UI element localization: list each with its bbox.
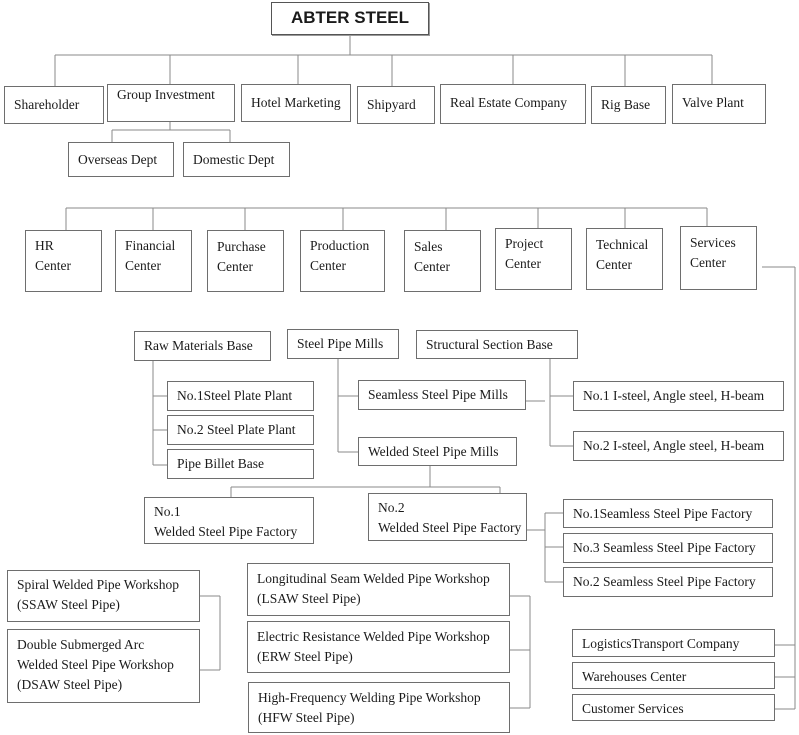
center-purchase-line1: Purchase	[217, 239, 266, 254]
center-technical	[586, 228, 663, 290]
center-technical-line1: Technical	[596, 237, 649, 252]
center-project	[495, 228, 572, 290]
center-financial	[115, 230, 192, 292]
seamless-factory-2	[563, 567, 773, 597]
raw-materials-base	[134, 331, 271, 361]
center-services	[680, 226, 757, 290]
structural-section-base-label: Structural Section Base	[426, 337, 553, 352]
seamless-factory-3	[563, 533, 773, 563]
center-sales-line1: Sales	[414, 239, 443, 254]
seamless-steel-pipe-mills-label: Seamless Steel Pipe Mills	[368, 387, 508, 402]
seamless-factory-3-label: No.3 Seamless Steel Pipe Factory	[573, 540, 756, 555]
domestic-dept	[183, 142, 290, 177]
subsidiary-shipyard	[357, 86, 435, 124]
center-hr-line2: Center	[35, 258, 71, 273]
center-financial-line2: Center	[125, 258, 161, 273]
subsidiary-hotel-marketing-label: Hotel Marketing	[251, 95, 341, 110]
overseas-dept	[68, 142, 174, 177]
subsidiary-shareholder	[4, 86, 104, 124]
ssaw-workshop-line2: (SSAW Steel Pipe)	[17, 597, 120, 612]
welded-steel-pipe-mills	[358, 437, 517, 466]
welded-factory-1-line1: No.1	[154, 504, 181, 519]
seamless-factory-2-label: No.2 Seamless Steel Pipe Factory	[573, 574, 756, 589]
structural-section-base	[416, 330, 578, 359]
welded-factory-2-line2: Welded Steel Pipe Factory	[378, 520, 522, 535]
i-steel-plant-1-label: No.1 I-steel, Angle steel, H-beam	[583, 388, 765, 403]
steel-plate-plant-1	[167, 381, 314, 411]
steel-pipe-mills-label: Steel Pipe Mills	[297, 336, 384, 351]
warehouses-center	[572, 662, 775, 689]
subsidiary-shareholder-label: Shareholder	[14, 97, 80, 112]
welded-factory-1-line2: Welded Steel Pipe Factory	[154, 524, 298, 539]
center-production	[300, 230, 385, 292]
company-title: ABTER STEEL	[271, 2, 429, 35]
lsaw-workshop	[247, 563, 510, 616]
welded-steel-pipe-factory-1	[144, 497, 314, 544]
center-production-line1: Production	[310, 238, 370, 253]
steel-plate-plant-1-label: No.1Steel Plate Plant	[177, 388, 293, 403]
center-purchase-line2: Center	[217, 259, 253, 274]
i-steel-plant-2-label: No.2 I-steel, Angle steel, H-beam	[583, 438, 765, 453]
pipe-billet-base-label: Pipe Billet Base	[177, 456, 264, 471]
subsidiary-valve-plant	[672, 84, 766, 124]
seamless-factory-1-label: No.1Seamless Steel Pipe Factory	[573, 506, 753, 521]
dsaw-workshop-line3: (DSAW Steel Pipe)	[17, 677, 123, 692]
steel-plate-plant-2-label: No.2 Steel Plate Plant	[177, 422, 296, 437]
subsidiary-group-investment	[107, 84, 235, 122]
erw-workshop-line2: (ERW Steel Pipe)	[257, 649, 353, 664]
welded-steel-pipe-factory-2	[368, 493, 527, 541]
subsidiary-hotel-marketing	[241, 84, 351, 122]
subsidiary-group-investment-label: Group Investment	[117, 87, 215, 102]
welded-factory-2-line1: No.2	[378, 500, 405, 515]
overseas-dept-label: Overseas Dept	[78, 152, 158, 167]
seamless-factory-1	[563, 499, 773, 528]
raw-materials-base-label: Raw Materials Base	[144, 338, 253, 353]
center-sales-line2: Center	[414, 259, 450, 274]
steel-plate-plant-2	[167, 415, 314, 445]
subsidiary-rig-base-label: Rig Base	[601, 97, 651, 112]
seamless-steel-pipe-mills	[358, 380, 526, 410]
ssaw-workshop	[7, 570, 200, 622]
center-hr-line1: HR	[35, 238, 54, 253]
hfw-workshop-line2: (HFW Steel Pipe)	[258, 710, 355, 725]
dsaw-workshop-line1: Double Submerged Arc	[17, 637, 145, 652]
erw-workshop	[247, 621, 510, 673]
subsidiary-shipyard-label: Shipyard	[367, 97, 416, 112]
domestic-dept-label: Domestic Dept	[193, 152, 275, 167]
center-project-line2: Center	[505, 256, 541, 271]
hfw-workshop	[248, 682, 510, 733]
welded-steel-pipe-mills-label: Welded Steel Pipe Mills	[368, 444, 499, 459]
subsidiary-valve-plant-label: Valve Plant	[682, 95, 744, 110]
center-production-line2: Center	[310, 258, 346, 273]
warehouses-center-label: Warehouses Center	[582, 669, 687, 684]
subsidiary-real-estate	[440, 84, 586, 124]
center-project-line1: Project	[505, 236, 544, 251]
center-hr	[25, 230, 102, 292]
center-services-line1: Services	[690, 235, 736, 250]
lsaw-workshop-line2: (LSAW Steel Pipe)	[257, 591, 361, 606]
steel-pipe-mills	[287, 329, 399, 359]
logistics-transport-company	[572, 629, 775, 657]
subsidiary-rig-base	[591, 86, 666, 124]
center-purchase	[207, 230, 284, 292]
lsaw-workshop-line1: Longitudinal Seam Welded Pipe Workshop	[257, 571, 490, 586]
hfw-workshop-line1: High-Frequency Welding Pipe Workshop	[258, 690, 481, 705]
customer-services	[572, 694, 775, 721]
center-financial-line1: Financial	[125, 238, 176, 253]
dsaw-workshop-line2: Welded Steel Pipe Workshop	[17, 657, 174, 672]
subsidiary-real-estate-label: Real Estate Company	[450, 95, 567, 110]
ssaw-workshop-line1: Spiral Welded Pipe Workshop	[17, 577, 179, 592]
center-technical-line2: Center	[596, 257, 632, 272]
i-steel-plant-1	[573, 381, 784, 411]
center-services-line2: Center	[690, 255, 726, 270]
i-steel-plant-2	[573, 431, 784, 461]
pipe-billet-base	[167, 449, 314, 479]
customer-services-label: Customer Services	[582, 701, 684, 716]
logistics-transport-label: LogisticsTransport Company	[582, 636, 740, 651]
dsaw-workshop	[7, 629, 200, 703]
erw-workshop-line1: Electric Resistance Welded Pipe Workshop	[257, 629, 490, 644]
center-sales	[404, 230, 481, 292]
